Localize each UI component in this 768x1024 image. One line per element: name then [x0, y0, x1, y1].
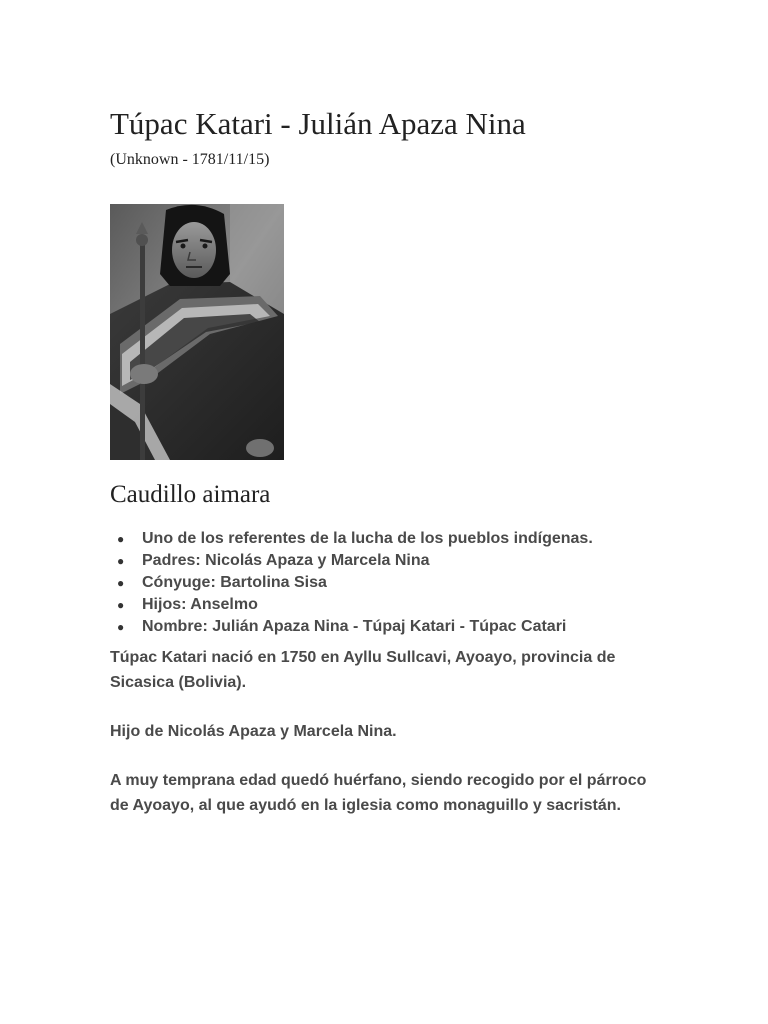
document-page: [110, 104, 650, 818]
parents-paragraph: Hijo de Nicolás Apaza y Marcela Nina.: [110, 723, 397, 740]
life-dates: (Unknown - 1781/11/15): [110, 151, 270, 168]
bullet-icon: ●: [117, 620, 125, 634]
list-item: [110, 616, 630, 638]
list-item: [110, 572, 630, 594]
fact-text: Uno de los referentes de la lucha de los pueblos indígenas.: [142, 530, 593, 547]
bullet-icon: ●: [117, 554, 125, 568]
list-item: [110, 528, 630, 550]
list-item: [110, 550, 630, 572]
fact-text: Padres: Nicolás Apaza y Marcela Nina: [142, 552, 430, 569]
bullet-icon: ●: [117, 576, 125, 590]
bullet-icon: ●: [117, 598, 125, 612]
birth-paragraph: Túpac Katari nació en 1750 en Ayllu Sullcavi, Ayoayo, provincia de Sicasica (Bolivia).: [110, 649, 616, 691]
facts-list: [110, 528, 630, 638]
bullet-icon: ●: [117, 532, 125, 546]
portrait-image: [110, 204, 284, 460]
fact-text: Nombre: Julián Apaza Nina - Túpaj Katari - Túpac Catari: [142, 618, 567, 635]
childhood-paragraph: A muy temprana edad quedó huérfano, siendo recogido por el párroco de Ayoayo, al que ayudó en la iglesia como monaguillo y sacristán.: [110, 772, 647, 814]
section-heading: Caudillo aimara: [110, 481, 271, 508]
fact-text: Cónyuge: Bartolina Sisa: [142, 574, 327, 591]
list-item: [110, 594, 630, 616]
page-title: Túpac Katari - Julián Apaza Nina: [110, 106, 526, 141]
fact-text: Hijos: Anselmo: [142, 596, 258, 613]
